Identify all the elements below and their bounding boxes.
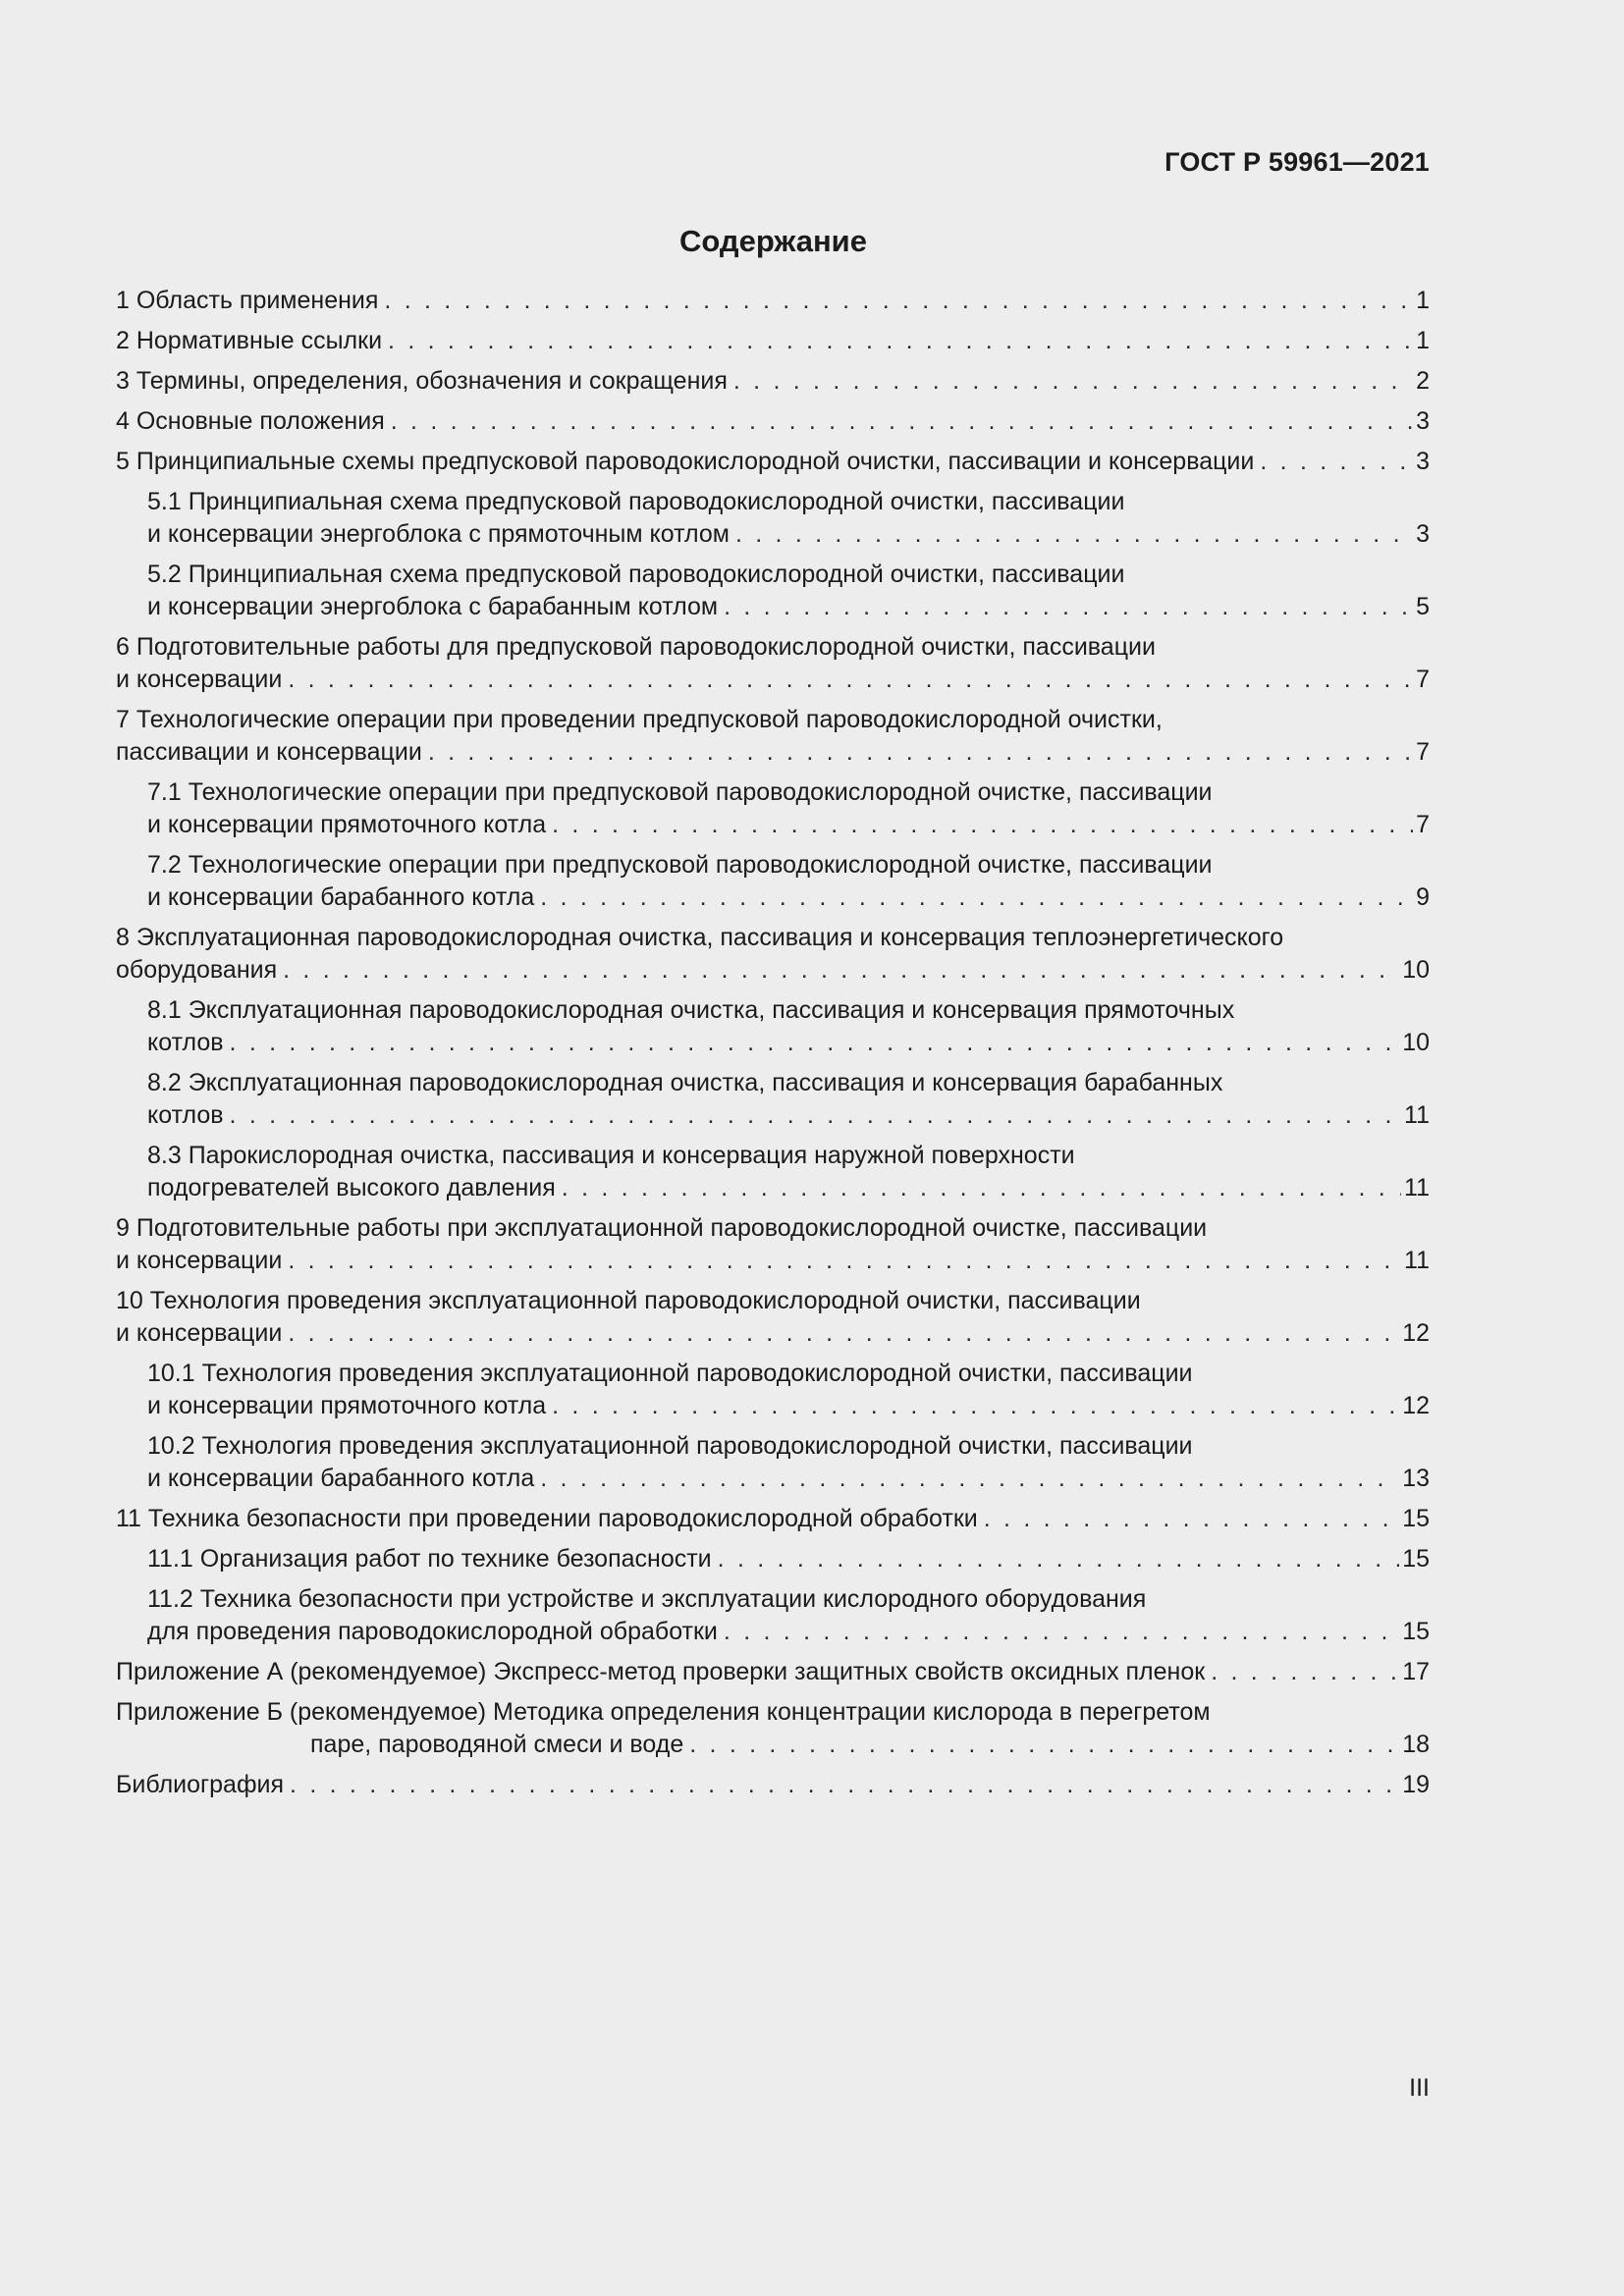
toc-entry-text-line: 5 Принципиальные схемы предпусковой пароводокислородной очистки, пассивации и консервации bbox=[116, 448, 1255, 475]
toc-entry[interactable] bbox=[116, 325, 1430, 357]
toc-entry-text-line: и консервации прямоточного котла bbox=[147, 811, 547, 838]
document-code: ГОСТ Р 59961—2021 bbox=[1164, 147, 1430, 177]
toc-entry-text-line: и консервации барабанного котла bbox=[147, 1465, 535, 1492]
toc-entry-last-line bbox=[147, 518, 1430, 551]
toc-page-number: 17 bbox=[1402, 1658, 1430, 1685]
toc-page-number: 15 bbox=[1402, 1505, 1430, 1532]
toc-entry-text-line: 3 Термины, определения, обозначения и сокращения bbox=[116, 367, 728, 395]
toc-entry-last-line bbox=[116, 325, 1430, 357]
toc-entry-last-line bbox=[147, 1463, 1430, 1495]
dot-leader bbox=[540, 881, 1413, 914]
toc-entry-last-line bbox=[147, 1172, 1430, 1204]
dot-leader bbox=[290, 1769, 1399, 1801]
toc-entry-text-line: паре, пароводяной смеси и воде bbox=[310, 1731, 684, 1758]
dot-leader bbox=[288, 1317, 1399, 1350]
toc-entry-text-line: оборудования bbox=[116, 956, 278, 984]
dot-leader bbox=[283, 954, 1399, 987]
toc-entry-text-line: 6 Подготовительные работы для предпусковой пароводокислородной очистки, пассивации bbox=[116, 633, 1156, 661]
toc-entry-text-line: 8 Эксплуатационная пароводокислородная очистка, пассивация и консервация теплоэнергетического bbox=[116, 924, 1284, 951]
toc-entry-text-line: и консервации энергоблока с прямоточным котлом bbox=[147, 520, 730, 548]
toc-entry-last-line bbox=[116, 954, 1430, 987]
toc-entry-text-line: 8.3 Парокислородная очистка, пассивация и консервация наружной поверхности bbox=[147, 1142, 1075, 1169]
toc-entry[interactable] bbox=[116, 1503, 1430, 1535]
dot-leader bbox=[540, 1463, 1399, 1495]
table-of-contents bbox=[116, 285, 1430, 1809]
toc-entry-last-line bbox=[116, 446, 1430, 478]
toc-entry-text-line: 10 Технология проведения эксплуатационной пароводокислородной очистки, пассивации bbox=[116, 1287, 1141, 1314]
toc-entry-last-line bbox=[147, 1390, 1430, 1422]
toc-entry-text-line: котлов bbox=[147, 1101, 224, 1129]
dot-leader bbox=[428, 736, 1413, 769]
toc-entry-text-line: Приложение Б (рекомендуемое) Методика определения концентрации кислорода в перегретом bbox=[116, 1698, 1211, 1726]
dot-leader bbox=[724, 1616, 1399, 1648]
dot-leader bbox=[391, 405, 1413, 438]
toc-entry[interactable] bbox=[116, 486, 1430, 551]
dot-leader bbox=[388, 325, 1413, 357]
dot-leader bbox=[1211, 1656, 1399, 1688]
dot-leader bbox=[384, 285, 1413, 317]
toc-page-number: 1 bbox=[1416, 327, 1430, 354]
toc-page-number: 7 bbox=[1416, 666, 1430, 693]
toc-page-number: 7 bbox=[1416, 738, 1430, 766]
toc-entry[interactable] bbox=[116, 559, 1430, 623]
dot-leader bbox=[689, 1729, 1399, 1761]
dot-leader bbox=[552, 1390, 1399, 1422]
toc-entry-last-line bbox=[116, 1729, 1430, 1761]
toc-entry-last-line bbox=[147, 809, 1430, 841]
toc-entry-text-line: 10.2 Технология проведения эксплуатационной пароводокислородной очистки, пассивации bbox=[147, 1432, 1193, 1460]
toc-entry[interactable] bbox=[116, 405, 1430, 438]
toc-entry-last-line bbox=[116, 365, 1430, 398]
toc-page-number: 13 bbox=[1402, 1465, 1430, 1492]
toc-entry-text-line: 4 Основные положения bbox=[116, 407, 385, 435]
dot-leader bbox=[230, 1099, 1402, 1132]
toc-entry-last-line bbox=[116, 1317, 1430, 1350]
toc-entry-text-line: котлов bbox=[147, 1029, 224, 1056]
dot-leader bbox=[718, 1543, 1400, 1575]
toc-entry-last-line bbox=[147, 1027, 1430, 1059]
dot-leader bbox=[230, 1027, 1400, 1059]
toc-entry-text-line: и консервации bbox=[116, 1247, 283, 1274]
toc-entry[interactable] bbox=[116, 776, 1430, 841]
toc-entry[interactable] bbox=[116, 994, 1430, 1059]
toc-page-number: 2 bbox=[1416, 367, 1430, 395]
toc-page-number: 11 bbox=[1404, 1247, 1430, 1274]
toc-entry-last-line bbox=[116, 736, 1430, 769]
toc-entry-last-line bbox=[147, 1543, 1430, 1575]
toc-entry[interactable] bbox=[116, 1769, 1430, 1801]
toc-entry[interactable] bbox=[116, 1212, 1430, 1277]
dot-leader bbox=[552, 809, 1413, 841]
toc-entry-text-line: 11.2 Техника безопасности при устройстве и эксплуатации кислородного оборудования bbox=[147, 1585, 1147, 1613]
toc-entry-text-line: 8.2 Эксплуатационная пароводокислородная очистка, пассивация и консервация барабанных bbox=[147, 1069, 1223, 1096]
toc-entry-text-line: Приложение А (рекомендуемое) Экспресс-метод проверки защитных свойств оксидных пленок bbox=[116, 1658, 1206, 1685]
toc-entry-last-line bbox=[147, 1099, 1430, 1132]
toc-entry[interactable] bbox=[116, 631, 1430, 696]
toc-page-number: 3 bbox=[1416, 448, 1430, 475]
toc-page-number: 11 bbox=[1404, 1101, 1430, 1129]
dot-leader bbox=[1260, 446, 1413, 478]
toc-entry-last-line bbox=[116, 1656, 1430, 1688]
toc-entry-last-line bbox=[147, 881, 1430, 914]
toc-entry[interactable] bbox=[116, 1656, 1430, 1688]
toc-page-number: 12 bbox=[1402, 1319, 1430, 1347]
toc-entry[interactable] bbox=[116, 1358, 1430, 1422]
toc-page-number: 7 bbox=[1416, 811, 1430, 838]
toc-entry-text-line: и консервации энергоблока с барабанным котлом bbox=[147, 593, 719, 620]
toc-entry-last-line bbox=[116, 405, 1430, 438]
toc-entry[interactable] bbox=[116, 1583, 1430, 1648]
toc-page-number: 15 bbox=[1402, 1545, 1430, 1573]
toc-entry-last-line bbox=[147, 591, 1430, 623]
dot-leader bbox=[735, 518, 1413, 551]
toc-entry-text-line: 8.1 Эксплуатационная пароводокислородная очистка, пассивация и консервация прямоточных bbox=[147, 996, 1235, 1024]
toc-entry[interactable] bbox=[116, 849, 1430, 914]
toc-entry-text-line: 9 Подготовительные работы при эксплуатационной пароводокислородной очистке, пассивации bbox=[116, 1214, 1208, 1242]
dot-leader bbox=[984, 1503, 1399, 1535]
toc-entry-text-line: 11.1 Организация работ по технике безопасности bbox=[147, 1545, 712, 1573]
toc-entry[interactable] bbox=[116, 1430, 1430, 1495]
toc-page-number: 12 bbox=[1402, 1392, 1430, 1419]
toc-page-number: 1 bbox=[1416, 287, 1430, 314]
toc-entry[interactable] bbox=[116, 365, 1430, 398]
toc-entry[interactable] bbox=[116, 446, 1430, 478]
dot-leader bbox=[724, 591, 1413, 623]
toc-title: Содержание bbox=[679, 224, 867, 258]
toc-entry-last-line bbox=[116, 664, 1430, 696]
toc-page-number: 9 bbox=[1416, 883, 1430, 911]
toc-page-number: 3 bbox=[1416, 520, 1430, 548]
toc-entry-text-line: 7.2 Технологические операции при предпусковой пароводокислородной очистке, пассивации bbox=[147, 851, 1213, 879]
page-number: III bbox=[1409, 2074, 1430, 2102]
toc-entry-last-line bbox=[116, 285, 1430, 317]
toc-page-number: 3 bbox=[1416, 407, 1430, 435]
toc-entry-text-line: и консервации bbox=[116, 1319, 283, 1347]
toc-entry-last-line bbox=[116, 1245, 1430, 1277]
toc-entry-text-line: 7 Технологические операции при проведении предпусковой пароводокислородной очистки, bbox=[116, 706, 1163, 733]
toc-page-number: 10 bbox=[1402, 956, 1430, 984]
toc-page-number: 5 bbox=[1416, 593, 1430, 620]
toc-page-number: 11 bbox=[1404, 1174, 1430, 1201]
toc-page-number: 19 bbox=[1402, 1771, 1430, 1798]
toc-entry-text-line: 11 Техника безопасности при проведении пароводокислородной обработки bbox=[116, 1505, 978, 1532]
toc-entry-text-line: пассивации и консервации bbox=[116, 738, 422, 766]
toc-page-number: 18 bbox=[1402, 1731, 1430, 1758]
toc-entry-text-line: и консервации bbox=[116, 666, 283, 693]
toc-entry[interactable] bbox=[116, 1140, 1430, 1204]
toc-entry[interactable] bbox=[116, 1285, 1430, 1350]
toc-page-number: 10 bbox=[1402, 1029, 1430, 1056]
toc-entry-text-line: 5.1 Принципиальная схема предпусковой пароводокислородной очистки, пассивации bbox=[147, 488, 1125, 515]
toc-entry-last-line bbox=[116, 1769, 1430, 1801]
toc-entry-text-line: 5.2 Принципиальная схема предпусковой пароводокислородной очистки, пассивации bbox=[147, 561, 1125, 588]
toc-entry[interactable] bbox=[116, 285, 1430, 317]
toc-entry-text-line: 2 Нормативные ссылки bbox=[116, 327, 383, 354]
toc-entry-text-line: для проведения пароводокислородной обработки bbox=[147, 1618, 718, 1645]
toc-entry-text-line: 10.1 Технология проведения эксплуатационной пароводокислородной очистки, пассивации bbox=[147, 1360, 1193, 1387]
toc-page-number: 15 bbox=[1402, 1618, 1430, 1645]
dot-leader bbox=[288, 664, 1413, 696]
toc-entry-text-line: и консервации прямоточного котла bbox=[147, 1392, 547, 1419]
dot-leader bbox=[562, 1172, 1401, 1204]
dot-leader bbox=[733, 365, 1413, 398]
toc-entry[interactable] bbox=[116, 1543, 1430, 1575]
toc-entry-last-line bbox=[147, 1616, 1430, 1648]
toc-entry-text-line: 1 Область применения bbox=[116, 287, 379, 314]
toc-entry-text-line: подогревателей высокого давления bbox=[147, 1174, 556, 1201]
toc-entry-text-line: Библиография bbox=[116, 1771, 285, 1798]
dot-leader bbox=[288, 1245, 1401, 1277]
toc-entry[interactable] bbox=[116, 1696, 1430, 1761]
toc-entry-text-line: 7.1 Технологические операции при предпусковой пароводокислородной очистке, пассивации bbox=[147, 778, 1213, 806]
toc-entry[interactable] bbox=[116, 704, 1430, 769]
toc-entry-last-line bbox=[116, 1503, 1430, 1535]
toc-entry[interactable] bbox=[116, 922, 1430, 987]
toc-entry[interactable] bbox=[116, 1067, 1430, 1132]
toc-entry-text-line: и консервации барабанного котла bbox=[147, 883, 535, 911]
